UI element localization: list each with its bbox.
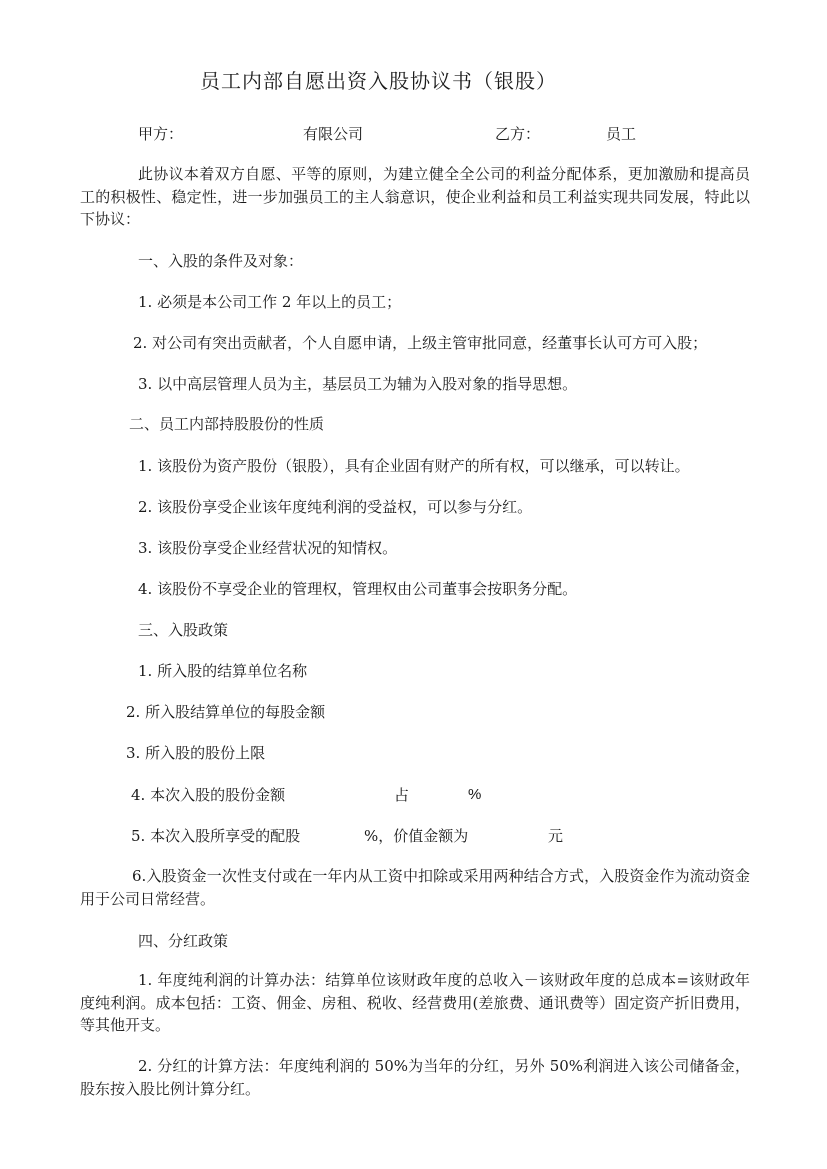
section3-item-1: 1. 所入股的结算单位名称 (138, 662, 308, 680)
section4-item-1: 1. 年度纯利润的计算办法：结算单位该财政年度的总收入－该财政年度的总成本=该财政年度纯利润。成本包括：工资、佣金、房租、税收、经营费用(差旅费、通讯费等）固定资产折旧费用，等其他开支。 (80, 971, 750, 1034)
section2-heading: 二、员工内部持股股份的性质 (129, 415, 325, 433)
section3-heading: 三、入股政策 (138, 621, 229, 639)
party-a-label: 甲方： (138, 125, 184, 143)
section3-item-4: 4. 本次入股的股份金额 (131, 786, 286, 804)
section1-item-3: 3. 以中高层管理人员为主，基层员工为辅为入股对象的指导思想。 (138, 375, 578, 393)
section1-heading: 一、入股的条件及对象： (138, 252, 304, 270)
section3-item-5: 5. 本次入股所享受的配股 (131, 827, 301, 845)
section2-item-1: 1. 该股份为资产股份（银股），具有企业固有财产的所有权，可以继承，可以转让。 (138, 457, 690, 475)
section1-item-1: 1. 必须是本公司工作 2 年以上的员工； (138, 293, 402, 311)
party-a-name: 有限公司 (303, 125, 364, 143)
section3-item-5-value-label: %，价值金额为 (364, 827, 469, 845)
section1-item-2: 2. 对公司有突出贡献者，个人自愿申请，上级主管审批同意，经董事长认可方可入股； (133, 334, 708, 352)
section4-item-2: 2. 分红的计算方法：年度纯利润的 50%为当年的分红，另外 50%利润进入该公司储备金，股东按入股比例计算分红。 (80, 1057, 750, 1098)
section3-item-4-percent: % (468, 786, 482, 803)
section3-item-2: 2. 所入股结算单位的每股金额 (126, 703, 326, 721)
document-title: 员工内部自愿出资入股协议书（银股） (200, 69, 557, 93)
section3-item-5-unit: 元 (548, 827, 564, 845)
section3-item-3: 3. 所入股的股份上限 (126, 744, 266, 762)
section2-item-4: 4. 该股份不享受企业的管理权，管理权由公司董事会按职务分配。 (138, 580, 578, 598)
preamble-paragraph: 此协议本着双方自愿、平等的原则，为建立健全全公司的利益分配体系，更加激励和提高员工的积极性、稳定性，进一步加强员工的主人翁意识，使企业利益和员工利益实现共同发展，特此以下协议： (80, 165, 750, 228)
section4-heading: 四、分红政策 (138, 932, 229, 950)
section3-item-6: 6.入股资金一次性支付或在一年内从工资中扣除或采用两种结合方式，入股资金作为流动资金用于公司日常经营。 (80, 867, 750, 908)
section2-item-2: 2. 该股份享受企业该年度纯利润的受益权，可以参与分红。 (138, 498, 533, 516)
section2-item-3: 3. 该股份享受企业经营状况的知情权。 (138, 539, 398, 557)
section3-item-4-ratio: 占 (394, 786, 410, 804)
party-b-label: 乙方： (495, 125, 541, 143)
party-b-name: 员工 (606, 125, 637, 143)
